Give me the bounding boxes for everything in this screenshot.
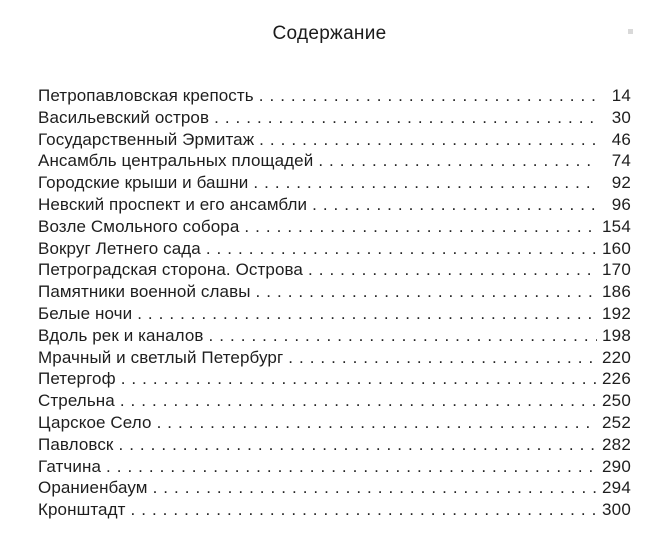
toc-entry-dot-leader: [259, 130, 597, 150]
toc-entry-dot-leader: [259, 86, 597, 106]
toc-entry: [38, 260, 631, 282]
toc-entry-dot-leader: [121, 369, 597, 389]
toc-entry: [38, 369, 631, 391]
toc-entry-label: Кронштадт: [38, 500, 126, 520]
toc-entry-dot-leader: [256, 282, 597, 302]
page-title: Содержание: [272, 23, 387, 44]
toc-entry-page: 92: [611, 173, 631, 193]
scan-artifact: [628, 29, 633, 34]
toc-entry: [38, 413, 631, 435]
toc-entry-page: 46: [611, 129, 631, 149]
toc-entry: [38, 348, 631, 370]
toc-entry-dot-leader: [131, 500, 598, 520]
toc-entry-label: Петроградская сторона. Острова: [38, 260, 303, 280]
toc-entry-label: Мрачный и светлый Петербург: [38, 347, 284, 367]
toc-entry-label: Ораниенбаум: [38, 478, 148, 498]
toc-entry: [38, 457, 631, 479]
toc-entry-label: Царское Село: [38, 412, 152, 432]
toc-entry-dot-leader: [120, 391, 597, 411]
toc-entry: [38, 217, 631, 239]
toc-entry-page: 220: [602, 347, 631, 367]
toc-entry: [38, 478, 631, 500]
toc-entry-label: Городские крыши и башни: [38, 173, 249, 193]
toc-entry-page: 170: [602, 260, 631, 280]
toc-entry-label: Возле Смольного собора: [38, 216, 240, 236]
toc-entry-dot-leader: [118, 435, 597, 455]
toc-entry-dot-leader: [137, 304, 597, 324]
toc-entry-dot-leader: [244, 217, 597, 237]
toc-entry-dot-leader: [157, 413, 597, 433]
toc-entry-label: Васильевский остров: [38, 107, 210, 127]
toc-entry-dot-leader: [214, 108, 597, 128]
toc-entry-page: 186: [602, 282, 631, 302]
toc-entry-label: Государственный Эрмитаж: [38, 129, 255, 149]
toc-entry-page: 160: [602, 238, 631, 258]
toc-entry-label: Вдоль рек и каналов: [38, 325, 204, 345]
toc-entry-dot-leader: [253, 173, 597, 193]
toc-entry: [38, 173, 631, 195]
toc-entry-page: 290: [602, 456, 631, 476]
toc-entry: [38, 108, 631, 130]
toc-entry: [38, 239, 631, 261]
toc-entry-label: Петергоф: [38, 369, 116, 389]
toc-entry: [38, 500, 631, 522]
toc-entry-page: 74: [611, 151, 631, 171]
toc-list: [38, 86, 631, 522]
toc-entry-label: Гатчина: [38, 456, 102, 476]
toc-entry-page: 192: [602, 303, 631, 323]
toc-entry-page: 282: [602, 434, 631, 454]
toc-entry-page: 226: [602, 369, 631, 389]
toc-entry-page: 252: [602, 412, 631, 432]
toc-entry-page: 198: [602, 325, 631, 345]
toc-entry-label: Стрельна: [38, 391, 115, 411]
toc-entry-dot-leader: [312, 195, 597, 215]
toc-entry-label: Невский проспект и его ансамбли: [38, 194, 308, 214]
toc-entry-page: 14: [611, 86, 631, 105]
toc-entry: [38, 391, 631, 413]
toc-entry: [38, 151, 631, 173]
toc-entry-page: 300: [602, 500, 631, 520]
toc-entry: [38, 435, 631, 457]
toc-entry-label: Павловск: [38, 434, 114, 454]
toc-entry: [38, 326, 631, 348]
toc-entry-dot-leader: [206, 239, 597, 259]
toc-entry-label: Белые ночи: [38, 303, 133, 323]
toc-entry-page: 294: [602, 478, 631, 498]
toc-entry-label: Памятники военной славы: [38, 282, 251, 302]
toc-entry-page: 154: [602, 216, 631, 236]
toc-entry-page: 30: [611, 107, 631, 127]
toc-entry-page: 250: [602, 391, 631, 411]
toc-entry-dot-leader: [153, 478, 597, 498]
toc-entry-dot-leader: [209, 326, 597, 346]
toc-entry-dot-leader: [106, 457, 597, 477]
toc-entry-label: Петропавловская крепость: [38, 86, 254, 105]
toc-entry: [38, 130, 631, 152]
toc-entry: [38, 304, 631, 326]
toc-entry-dot-leader: [308, 260, 597, 280]
toc-entry-label: Ансамбль центральных площадей: [38, 151, 314, 171]
toc-entry: [38, 282, 631, 304]
toc-entry: [38, 195, 631, 217]
toc-entry-label: Вокруг Летнего сада: [38, 238, 201, 258]
toc-entry-page: 96: [611, 194, 631, 214]
toc-entry-dot-leader: [318, 151, 597, 171]
toc-entry: [38, 86, 631, 108]
toc-entry-dot-leader: [288, 348, 597, 368]
